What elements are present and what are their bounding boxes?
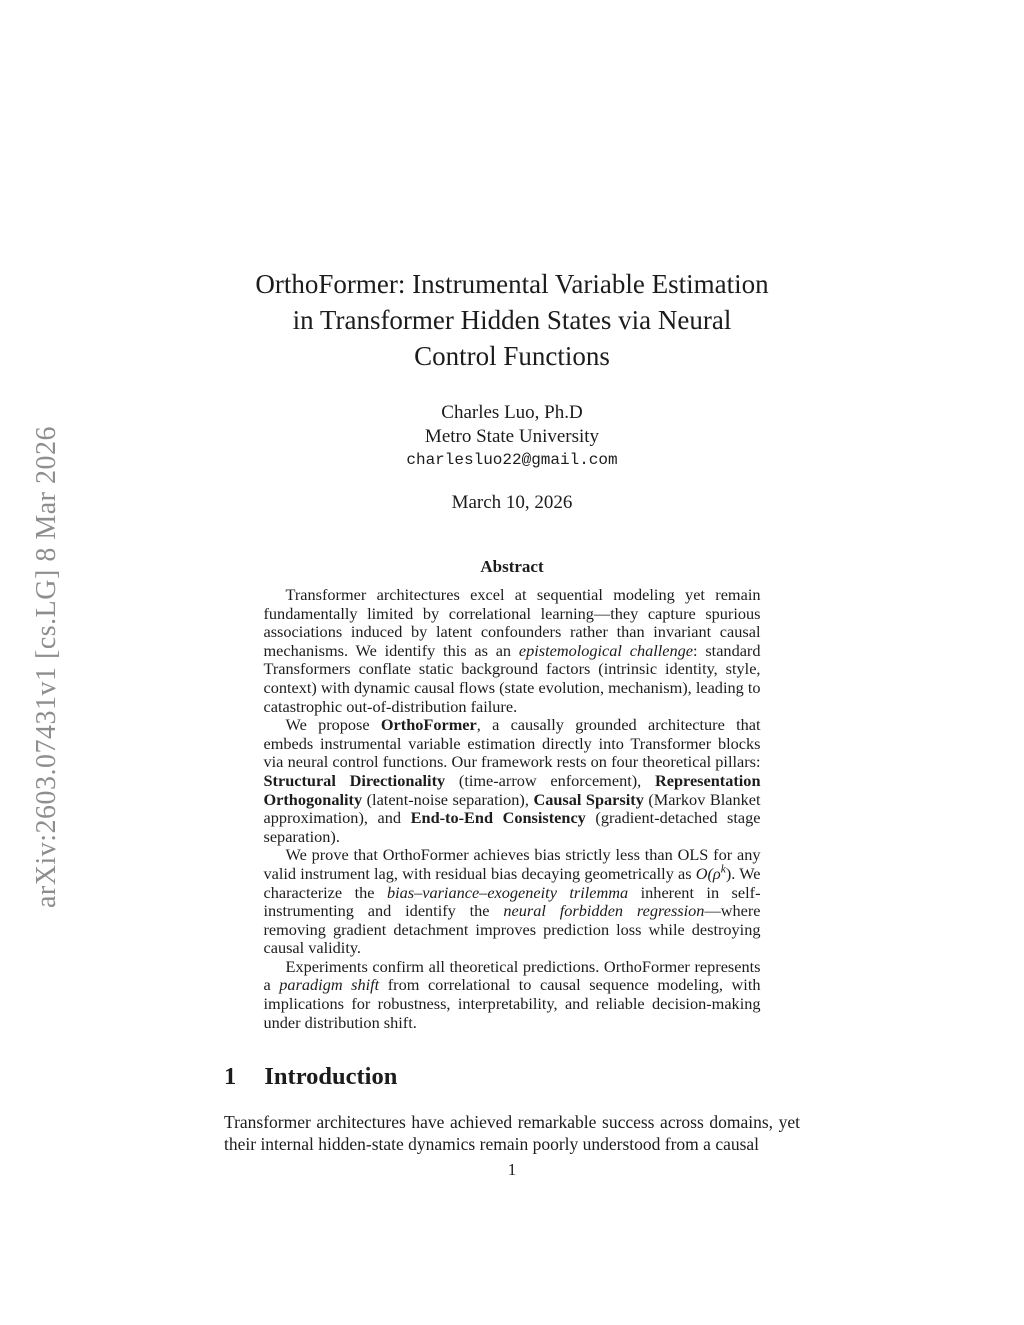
abstract-paragraph: Experiments confirm all theoretical predictions. OrthoFormer represents a paradigm shift from correlational to causal sequence modeling, with implications for robustness, interpretability, and reliable decision-making under distribution shift.	[263, 956, 761, 1032]
page-number: 1	[507, 1160, 517, 1179]
abstract-heading: Abstract	[480, 557, 544, 576]
section-number: 1	[224, 1063, 237, 1091]
author-block	[0, 401, 1024, 472]
author-affiliation: Metro State University	[424, 426, 600, 447]
section-heading-introduction	[224, 1063, 800, 1091]
abstract-body	[264, 586, 761, 1032]
abstract-paragraph: Transformer architectures excel at sequential modeling yet remain fundamentally limited by correlational learning—they capture spurious associations induced by latent confounders rather than invariant causal mechanisms. We identify this as an epistemological challenge: standard Transformers conflate static background factors (intrinsic identity, style, context) with dynamic causal flows (state evolution, mechanism), leading to catastrophic out-of-distribution failure.	[263, 585, 761, 716]
author-name: Charles Luo, Ph.D	[441, 402, 583, 423]
author-email: charlesluo22@gmail.com	[406, 451, 618, 469]
abstract-paragraph: We prove that OrthoFormer achieves bias strictly less than OLS for any valid instrument lag, with residual bias decaying geometrically as $O(\rho^k)$. We characterize the bias–variance–exogeneity trilemma inherent in self-instrumenting and identify the neural forbidden regression—where removing gradient detachment improves prediction loss while destroying causal validity.	[263, 845, 761, 958]
introduction-paragraph: Transformer architectures have achieved remarkable success across domains, yet their internal hidden-state dynamics remain poorly understood from a causal	[224, 1112, 800, 1154]
section-title: Introduction	[264, 1063, 398, 1091]
paper-title-line-1: OrthoFormer: Instrumental Variable Estimation	[255, 269, 769, 299]
paper-title-line-3: Control Functions	[414, 341, 610, 371]
abstract-paragraph: We propose OrthoFormer, a causally grounded architecture that embeds instrumental variable estimation directly into Transformer blocks via neural control functions. Our framework rests on four theoretical pillars: Structural Directionality (time-arrow enforcement), Representation Orthogonality (latent-noise separation), Causal Sparsity (Markov Blanket approximation), and End-to-End Consistency (gradient-detached stage separation).	[263, 715, 761, 846]
paper-title-line-2: in Transformer Hidden States via Neural	[292, 305, 732, 335]
introduction-body	[224, 1112, 800, 1155]
arxiv-watermark: arXiv:2603.07431v1 [cs.LG] 8 Mar 2026	[31, 426, 62, 908]
paper-date: March 10, 2026	[451, 492, 573, 513]
paper-title	[192, 266, 832, 374]
